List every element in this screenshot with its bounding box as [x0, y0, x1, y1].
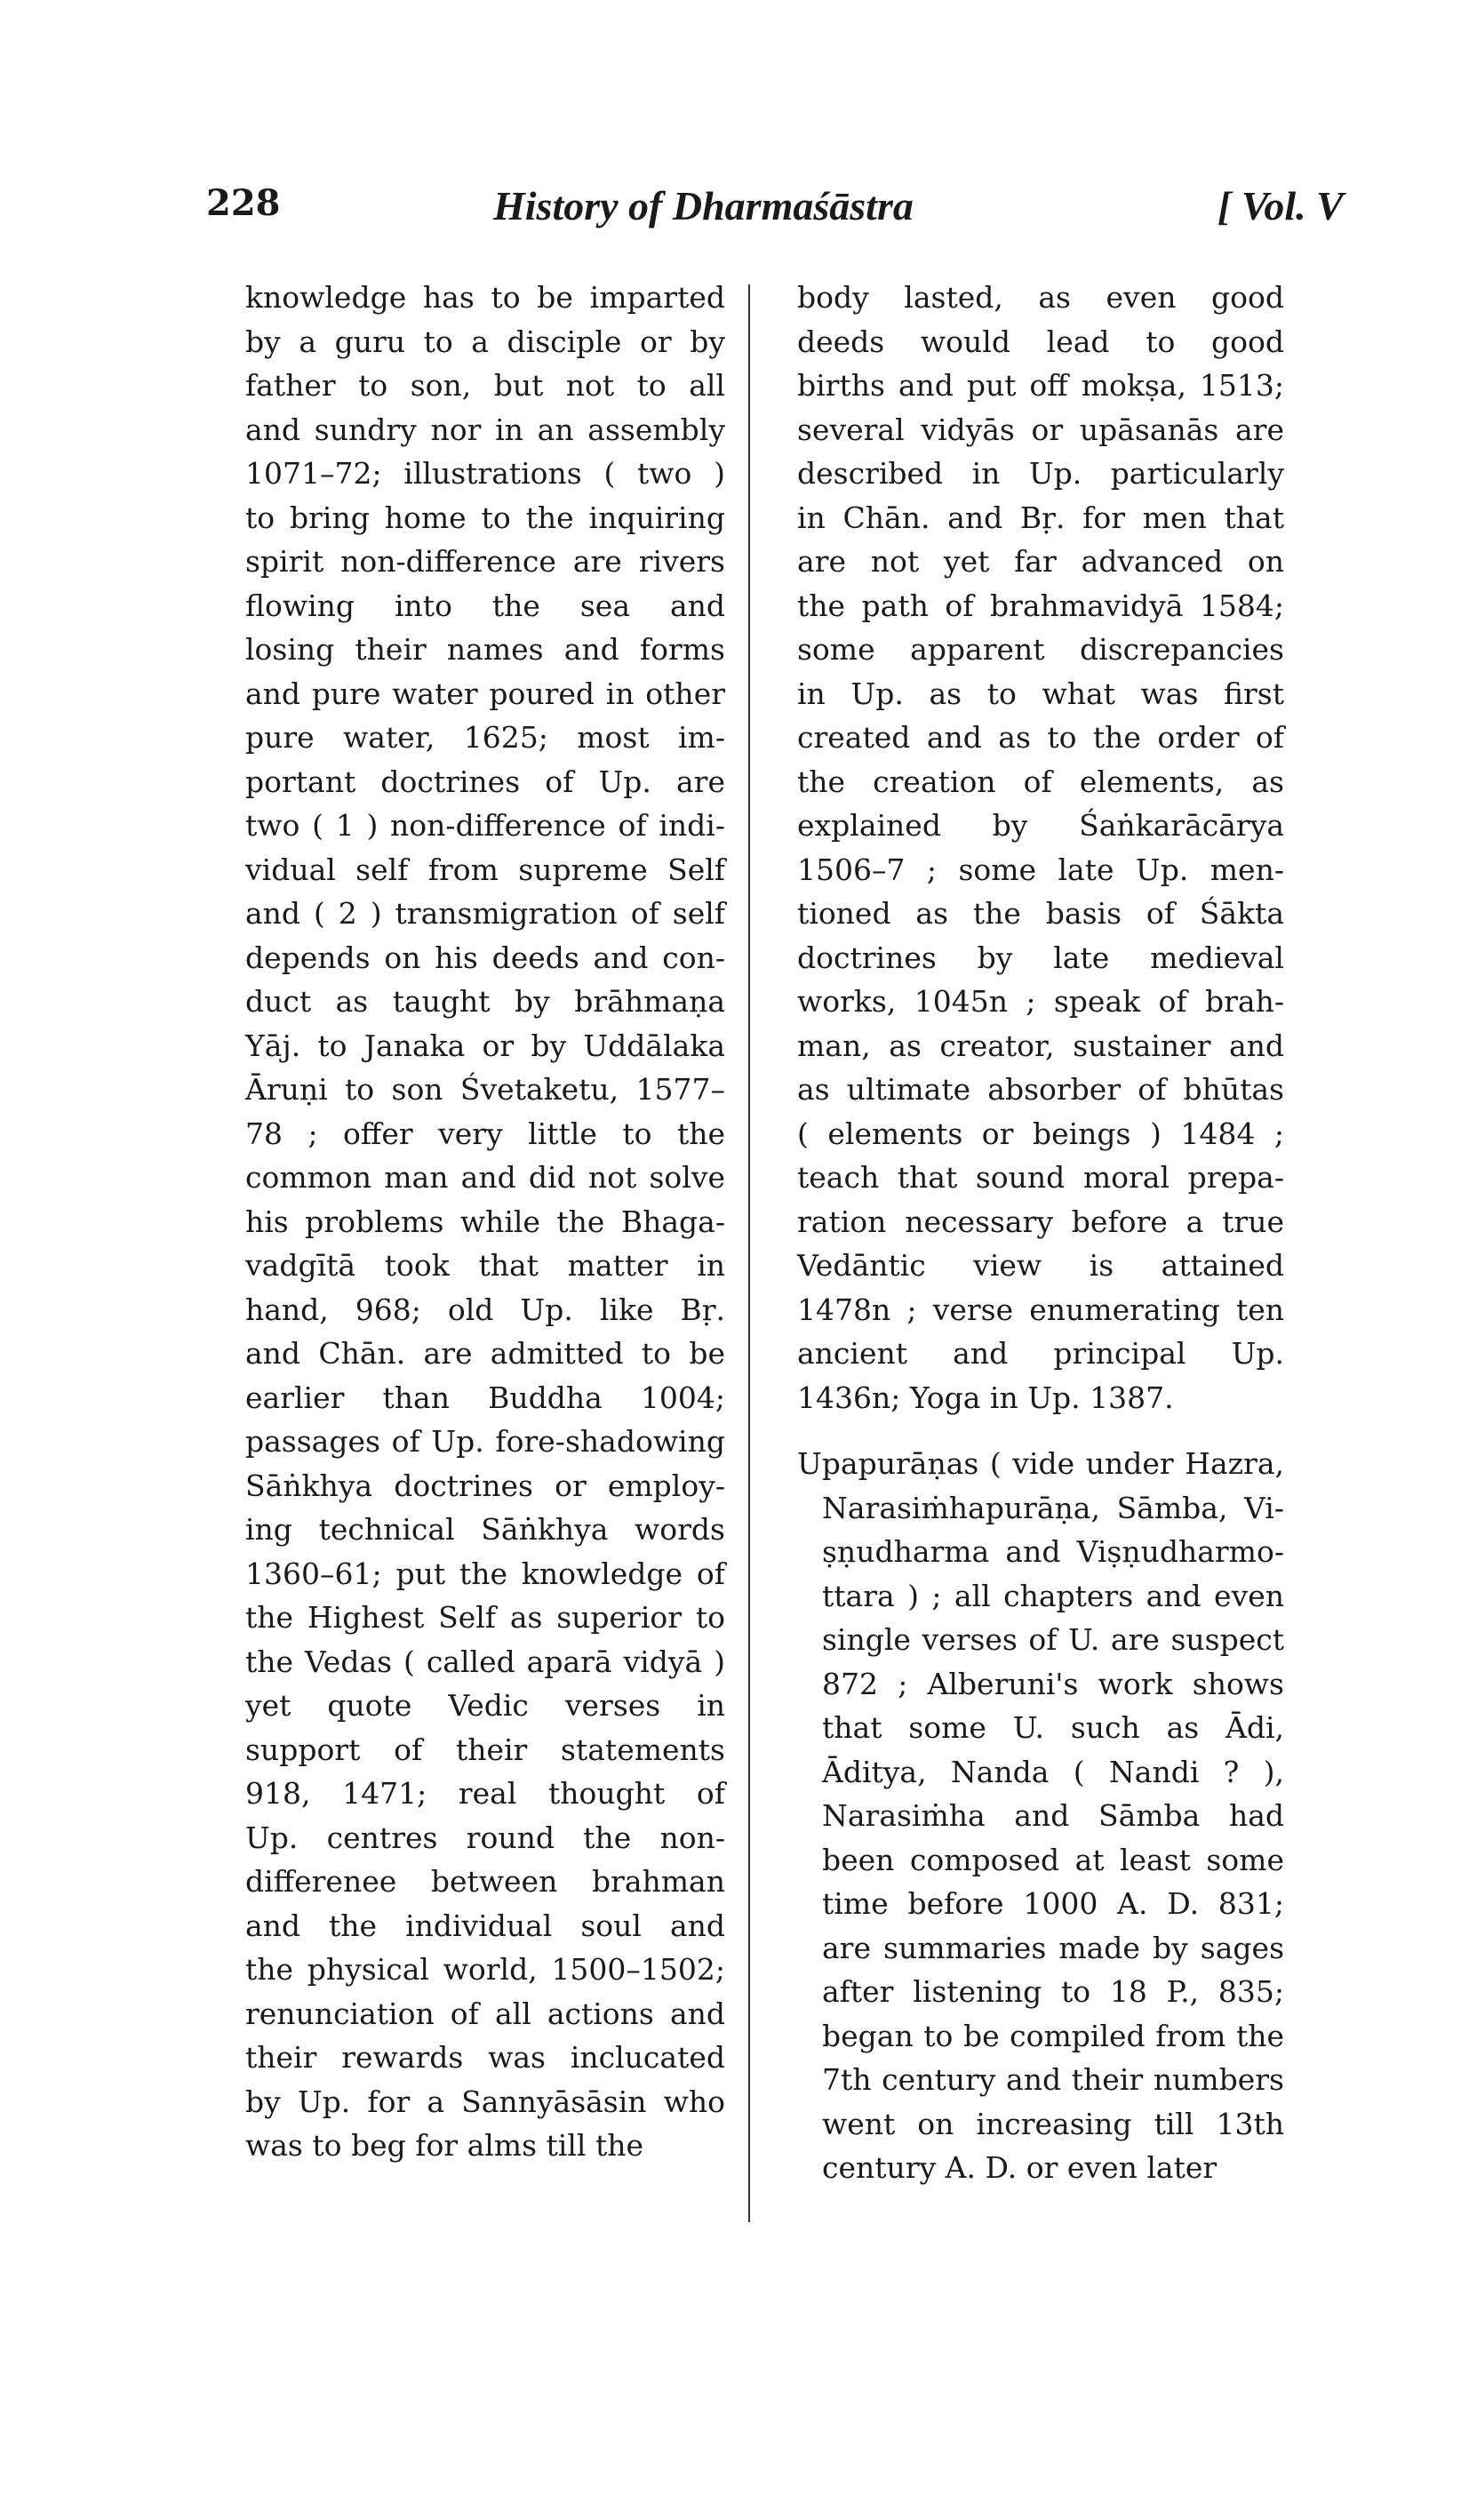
text-line: are summaries made by sages: [822, 1930, 1284, 1965]
text-line: in Up. as to what was first: [797, 676, 1284, 711]
text-line: Yāj. to Janaka or by Uddālaka: [245, 1028, 725, 1063]
right-column: [797, 276, 1284, 2190]
text-line: Āruṇi to son Śvetaketu, 1577–: [245, 1072, 725, 1107]
text-line: tioned as the basis of Śākta: [797, 896, 1284, 931]
text-line: by Up. for a Sannyāsāsin who: [245, 2084, 725, 2119]
text-line: ṣṇudharma and Viṣṇudharmo-: [822, 1534, 1284, 1569]
text-line: depends on his deeds and con-: [245, 940, 725, 975]
text-line: and Chān. are admitted to be: [245, 1336, 725, 1371]
entry-gap: [797, 1420, 1284, 1442]
text-line: and sundry nor in an assembly: [245, 412, 725, 447]
text-line: the path of brahmavidyā 1584;: [797, 588, 1284, 623]
text-line: yet quote Vedic verses in: [245, 1688, 725, 1723]
text-line: and the individual soul and: [245, 1908, 725, 1943]
text-line: Upapurāṇas ( vide under Hazra,: [797, 1446, 1284, 1481]
text-line: man, as creator, sustainer and: [797, 1028, 1284, 1063]
text-line: father to son, but not to all: [245, 368, 725, 403]
text-line: described in Up. particularly: [797, 456, 1284, 491]
text-line: deeds would lead to good: [797, 324, 1284, 359]
text-line: ing technical Sāṅkhya words: [245, 1512, 725, 1547]
text-line: flowing into the sea and: [245, 588, 725, 623]
text-line: doctrines by late medieval: [797, 940, 1284, 975]
text-line: vidual self from supreme Self: [245, 852, 725, 887]
text-line: ttara ) ; all chapters and even: [822, 1578, 1284, 1613]
text-line: been composed at least some: [822, 1842, 1284, 1877]
text-line: in Chān. and Bṛ. for men that: [797, 500, 1284, 535]
text-line: began to be compiled from the: [822, 2018, 1284, 2053]
text-line: and pure water poured in other: [245, 676, 725, 711]
text-line: some apparent discrepancies: [797, 632, 1284, 667]
text-line: by a guru to a disciple or by: [245, 324, 725, 359]
text-line: ancient and principal Up.: [797, 1336, 1284, 1371]
text-line: Sāṅkhya doctrines or employ-: [245, 1468, 725, 1503]
text-line: the Highest Self as superior to: [245, 1600, 725, 1635]
text-line: ration necessary before a true: [797, 1204, 1284, 1239]
text-line: time before 1000 A. D. 831;: [822, 1886, 1284, 1921]
text-line: several vidyās or upāsanās are: [797, 412, 1284, 447]
text-line: duct as taught by brāhmaṇa: [245, 984, 725, 1019]
text-line: knowledge has to be imparted: [245, 280, 725, 315]
text-line: works, 1045n ; speak of brah-: [797, 984, 1284, 1019]
text-line: births and put off mokṣa, 1513;: [797, 368, 1284, 403]
text-line: teach that sound moral prepa-: [797, 1160, 1284, 1195]
text-line: 1360–61; put the knowledge of: [245, 1556, 725, 1591]
text-line: hand, 968; old Up. like Bṛ.: [245, 1292, 725, 1327]
column-divider: [748, 284, 750, 2222]
text-line: century A. D. or even later: [822, 2150, 1218, 2185]
text-line: was to beg for alms till the: [245, 2128, 643, 2163]
text-line: explained by Śaṅkarācārya: [797, 808, 1284, 843]
text-line: spirit non-difference are rivers: [245, 544, 725, 579]
text-line: 1506–7 ; some late Up. men-: [797, 852, 1284, 887]
text-line: portant doctrines of Up. are: [245, 764, 725, 799]
text-line: as ultimate absorber of bhūtas: [797, 1072, 1284, 1107]
running-title: History of Dharmaśāstra: [493, 183, 914, 228]
volume-label: [ Vol. V: [1218, 183, 1344, 228]
text-line: their rewards was inclucated: [245, 2040, 725, 2075]
text-line: that some U. such as Ādi,: [822, 1710, 1284, 1745]
text-line: differenee between brahman: [245, 1864, 725, 1899]
page-number: 228: [206, 182, 281, 224]
text-line: the physical world, 1500–1502;: [245, 1952, 725, 1987]
text-line: went on increasing till 13th: [822, 2106, 1284, 2141]
text-line: Narasiṁhapurāṇa, Sāmba, Vi-: [822, 1490, 1284, 1525]
text-line: 7th century and their numbers: [822, 2062, 1284, 2097]
text-line: his problems while the Bhaga-: [245, 1204, 725, 1239]
text-line: two ( 1 ) non-difference of indi-: [245, 808, 725, 843]
text-line: 872 ; Alberuni's work shows: [822, 1666, 1284, 1701]
text-line: 1478n ; verse enumerating ten: [797, 1292, 1284, 1327]
text-line: losing their names and forms: [245, 632, 725, 667]
text-line: the creation of elements, as: [797, 764, 1284, 799]
left-column: [245, 276, 725, 2168]
text-line: to bring home to the inquiring: [245, 500, 725, 535]
text-line: Narasiṁha and Sāmba had: [822, 1798, 1284, 1833]
text-line: the Vedas ( called aparā vidyā ): [245, 1644, 725, 1679]
text-line: Āditya, Nanda ( Nandi ? ),: [822, 1754, 1284, 1789]
text-line: Up. centres round the non-: [245, 1820, 725, 1855]
text-line: body lasted, as even good: [797, 280, 1284, 315]
text-line: renunciation of all actions and: [245, 1996, 725, 2031]
text-line: earlier than Buddha 1004;: [245, 1380, 725, 1415]
text-line: after listening to 18 P., 835;: [822, 1974, 1284, 2009]
text-line: created and as to the order of: [797, 720, 1284, 755]
text-line: are not yet far advanced on: [797, 544, 1284, 579]
text-line: common man and did not solve: [245, 1160, 725, 1195]
text-line: vadgītā took that matter in: [245, 1248, 725, 1283]
text-line: and ( 2 ) transmigration of self: [245, 896, 725, 931]
text-line: Vedāntic view is attained: [797, 1248, 1284, 1283]
text-line: 1436n; Yoga in Up. 1387.: [797, 1380, 1174, 1415]
text-line: 1071–72; illustrations ( two ): [245, 456, 725, 491]
text-line: ( elements or beings ) 1484 ;: [797, 1116, 1284, 1151]
text-line: single verses of U. are suspect: [822, 1622, 1284, 1657]
text-line: 918, 1471; real thought of: [245, 1776, 725, 1811]
text-line: passages of Up. fore-shadowing: [245, 1424, 725, 1459]
text-line: pure water, 1625; most im-: [245, 720, 725, 755]
text-line: 78 ; offer very little to the: [245, 1116, 725, 1151]
text-line: support of their statements: [245, 1732, 725, 1767]
